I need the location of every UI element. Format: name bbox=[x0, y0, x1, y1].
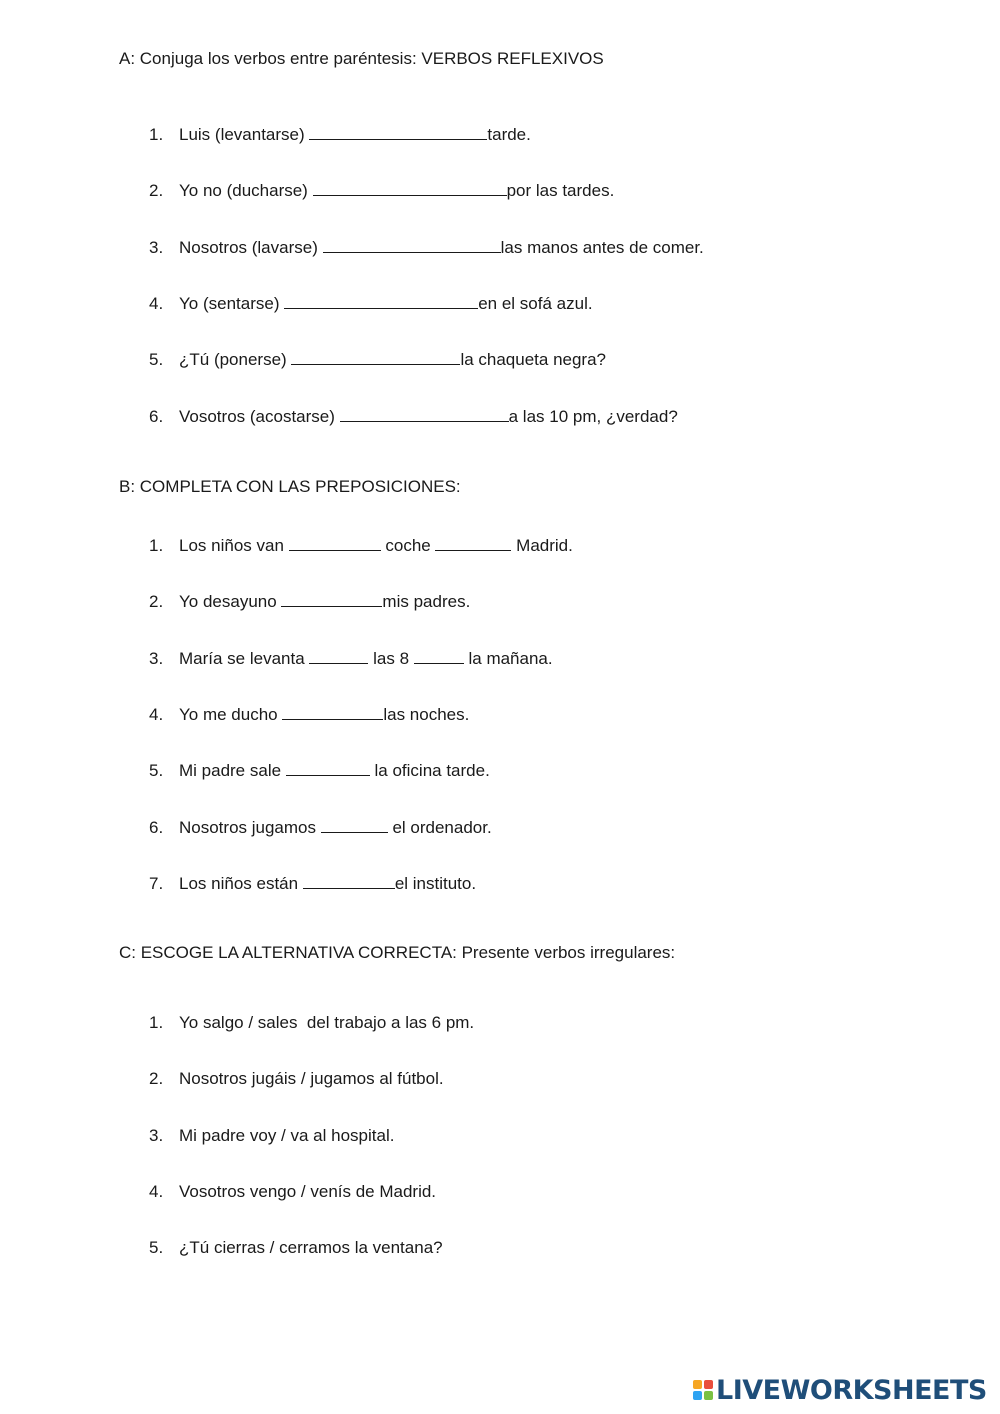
item-number: 5. bbox=[149, 350, 164, 369]
answer-blank[interactable] bbox=[414, 648, 464, 664]
list-item bbox=[149, 591, 470, 612]
item-text-after: a las 10 pm, ¿verdad? bbox=[508, 407, 678, 426]
list-item bbox=[149, 873, 476, 894]
list-item bbox=[149, 293, 593, 314]
item-text-after: la oficina tarde. bbox=[369, 761, 490, 780]
item-number: 1. bbox=[149, 125, 164, 144]
list-item bbox=[149, 1238, 443, 1258]
logo-square bbox=[693, 1380, 702, 1389]
item-text-middle: coche bbox=[380, 536, 436, 555]
item-number: 1. bbox=[149, 536, 164, 555]
item-number: 6. bbox=[149, 407, 164, 426]
item-text-before: Los niños van bbox=[179, 536, 289, 555]
list-item bbox=[149, 535, 573, 556]
item-text: Yo salgo / sales del trabajo a las 6 pm. bbox=[179, 1013, 475, 1032]
item-text-before: ¿Tú (ponerse) bbox=[179, 350, 292, 369]
item-number: 6. bbox=[149, 818, 164, 837]
liveworksheets-logo bbox=[693, 1374, 987, 1406]
item-text-before: Nosotros jugamos bbox=[179, 818, 321, 837]
item-number: 4. bbox=[149, 705, 164, 724]
item-text-before: Yo no (ducharse) bbox=[179, 181, 313, 200]
item-text-before: Nosotros (lavarse) bbox=[179, 238, 323, 257]
item-number: 7. bbox=[149, 874, 164, 893]
item-text-after: en el sofá azul. bbox=[478, 294, 593, 313]
item-text-before: Los niños están bbox=[179, 874, 303, 893]
answer-blank[interactable] bbox=[309, 648, 368, 664]
item-text-after: las manos antes de comer. bbox=[500, 238, 704, 257]
list-item bbox=[149, 180, 614, 201]
item-text-before: María se levanta bbox=[179, 649, 310, 668]
item-text-after: Madrid. bbox=[511, 536, 573, 555]
logo-mark-icon bbox=[693, 1380, 713, 1400]
item-number: 2. bbox=[149, 181, 164, 200]
item-text-middle: las 8 bbox=[368, 649, 414, 668]
answer-blank[interactable] bbox=[291, 349, 460, 365]
item-text-before: Yo (sentarse) bbox=[179, 294, 285, 313]
section-b-heading: B: COMPLETA CON LAS PREPOSICIONES: bbox=[119, 477, 461, 496]
answer-blank[interactable] bbox=[282, 704, 383, 720]
answer-blank[interactable] bbox=[289, 535, 381, 551]
answer-blank[interactable] bbox=[303, 873, 395, 889]
item-text: Vosotros vengo / venís de Madrid. bbox=[179, 1182, 437, 1201]
logo-square bbox=[704, 1380, 713, 1389]
item-number: 3. bbox=[149, 1126, 164, 1145]
list-item bbox=[149, 124, 531, 145]
list-item bbox=[149, 406, 678, 427]
item-number: 5. bbox=[149, 761, 164, 780]
item-text-before: Mi padre sale bbox=[179, 761, 286, 780]
item-number: 3. bbox=[149, 238, 164, 257]
list-item bbox=[149, 237, 704, 258]
answer-blank[interactable] bbox=[340, 406, 509, 422]
item-text-before: Vosotros (acostarse) bbox=[179, 407, 340, 426]
item-number: 4. bbox=[149, 1182, 164, 1201]
logo-square bbox=[693, 1391, 702, 1400]
item-number: 1. bbox=[149, 1013, 164, 1032]
item-number: 2. bbox=[149, 1069, 164, 1088]
list-item bbox=[149, 1182, 436, 1202]
item-text: Mi padre voy / va al hospital. bbox=[179, 1126, 395, 1145]
section-a-heading: A: Conjuga los verbos entre paréntesis: VERBOS REFLEXIVOS bbox=[119, 49, 604, 68]
list-item bbox=[149, 1013, 474, 1033]
answer-blank[interactable] bbox=[323, 237, 501, 253]
answer-blank[interactable] bbox=[284, 293, 478, 309]
answer-blank[interactable] bbox=[321, 817, 388, 833]
item-text-after: tarde. bbox=[487, 125, 531, 144]
list-item bbox=[149, 1126, 394, 1146]
list-item bbox=[149, 1069, 444, 1089]
answer-blank[interactable] bbox=[313, 180, 507, 196]
list-item bbox=[149, 648, 553, 669]
item-text: ¿Tú cierras / cerramos la ventana? bbox=[179, 1238, 443, 1257]
item-number: 5. bbox=[149, 1238, 164, 1257]
list-item bbox=[149, 817, 492, 838]
answer-blank[interactable] bbox=[286, 760, 370, 776]
item-number: 4. bbox=[149, 294, 164, 313]
item-text-after: la chaqueta negra? bbox=[460, 350, 606, 369]
item-number: 2. bbox=[149, 592, 164, 611]
item-text: Nosotros jugáis / jugamos al fútbol. bbox=[179, 1069, 444, 1088]
list-item bbox=[149, 704, 469, 725]
item-number: 3. bbox=[149, 649, 164, 668]
list-item bbox=[149, 349, 606, 370]
item-text-after: la mañana. bbox=[463, 649, 553, 668]
list-item bbox=[149, 760, 490, 781]
item-text-after: el instituto. bbox=[394, 874, 477, 893]
item-text-before: Luis (levantarse) bbox=[179, 125, 310, 144]
section-c-heading: C: ESCOGE LA ALTERNATIVA CORRECTA: Presente verbos irregulares: bbox=[119, 943, 676, 962]
item-text-after: el ordenador. bbox=[387, 818, 492, 837]
item-text-before: Yo me ducho bbox=[179, 705, 283, 724]
answer-blank[interactable] bbox=[309, 124, 487, 140]
item-text-after: mis padres. bbox=[382, 592, 471, 611]
item-text-after: por las tardes. bbox=[506, 181, 615, 200]
logo-square bbox=[704, 1391, 713, 1400]
item-text-before: Yo desayuno bbox=[179, 592, 282, 611]
item-text-after: las noches. bbox=[383, 705, 470, 724]
answer-blank[interactable] bbox=[435, 535, 511, 551]
answer-blank[interactable] bbox=[281, 591, 382, 607]
logo-text: LIVEWORKSHEETS bbox=[716, 1374, 987, 1406]
